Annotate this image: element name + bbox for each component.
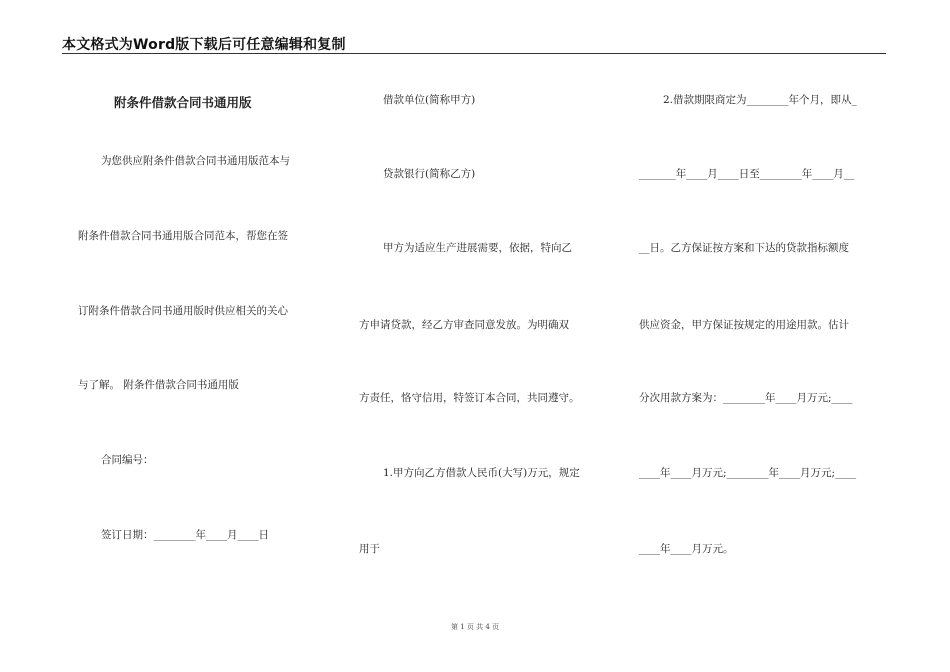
right-line-7: ____年____月万元。 [639, 543, 734, 555]
middle-line-5: 方责任，恪守信用，特签订本合同，共同遵守。 [359, 392, 580, 404]
left-line-3: 订附条件借款合同书通用版时供应相关的关心 [78, 305, 288, 317]
middle-line-4: 方申请贷款，经乙方审查同意发放。为明确双 [359, 319, 569, 331]
signing-date-label: 签订日期：________年____月____日 [101, 529, 269, 541]
left-line-4: 与了解。 附条件借款合同书通用版 [78, 379, 239, 391]
right-line-2: _______年____月____日至________年____月__ [639, 168, 855, 180]
contract-number-label: 合同编号： [101, 454, 154, 466]
middle-line-2: 贷款银行(简称乙方) [383, 168, 476, 180]
middle-line-3: 甲方为适应生产进展需要，依据，特向乙 [383, 242, 572, 254]
middle-line-7: 用于 [359, 543, 380, 555]
document-header [62, 34, 886, 54]
left-line-2: 附条件借款合同书通用版合同范本，帮您在签 [78, 230, 288, 242]
middle-line-1: 借款单位(简称甲方) [383, 94, 476, 106]
right-line-6: ____年____月万元;________年____月万元;____ [639, 467, 857, 479]
page-number: 第 1 页 共 4 页 [450, 623, 500, 631]
left-line-1: 为您供应附条件借款合同书通用版范本与 [101, 155, 290, 167]
middle-line-6: 1.甲方向乙方借款人民币(大写)万元，规定 [383, 467, 580, 479]
right-line-4: 供应资金，甲方保证按规定的用途用款。估计 [639, 319, 849, 331]
header-text: 本文格式为Word版下载后可任意编辑和复制 [62, 37, 346, 53]
right-line-1: 2.借款期限商定为________年个月，即从_ [663, 94, 857, 106]
right-line-5: 分次用款方案为：________年____月万元;____ [639, 392, 853, 404]
header-divider [62, 53, 886, 54]
document-title: 附条件借款合同书通用版 [114, 95, 252, 110]
right-line-3: __日。乙方保证按方案和下达的贷款指标额度 [639, 242, 849, 254]
